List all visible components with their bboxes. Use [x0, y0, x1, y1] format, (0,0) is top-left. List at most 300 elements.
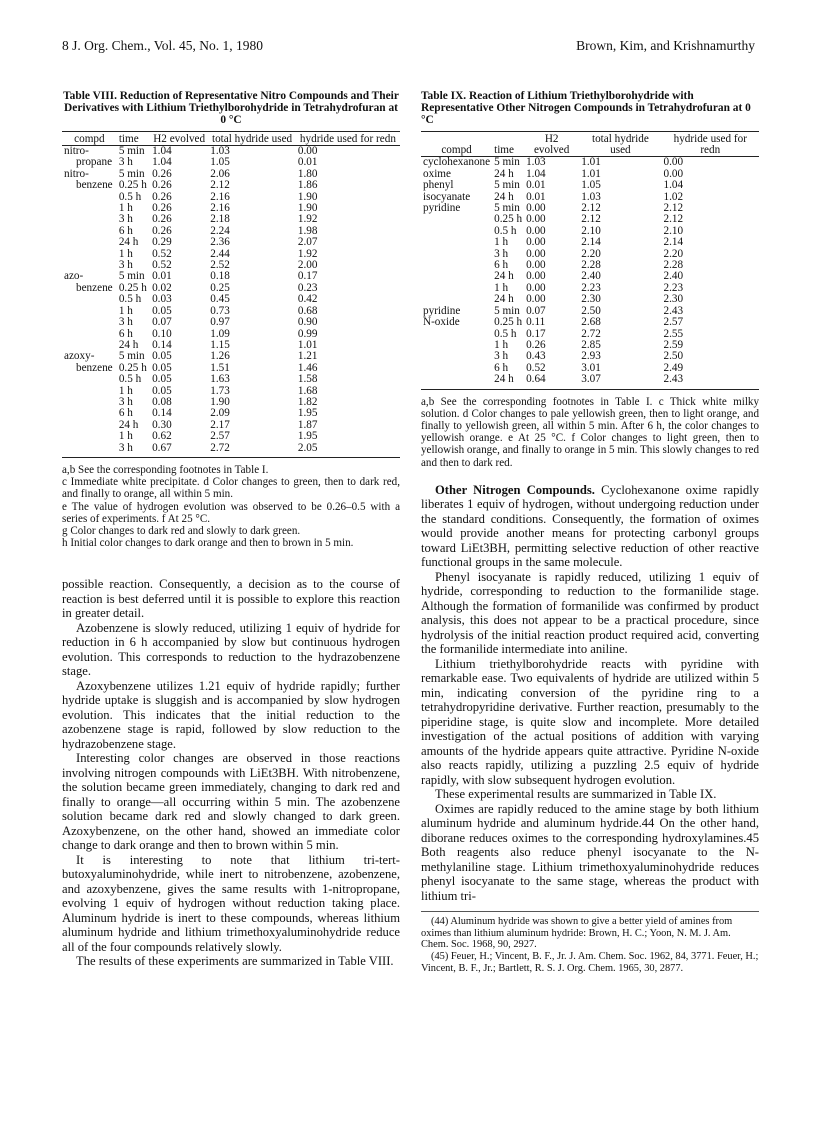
value-cell: 6 h	[118, 224, 133, 237]
value-cell: 1 h	[494, 281, 509, 294]
compound-cell: propane	[76, 156, 113, 169]
value-cell: 2.49	[663, 361, 684, 374]
value-cell: 0.00	[297, 145, 318, 158]
compound-cell	[62, 386, 117, 397]
table-row	[62, 408, 400, 419]
value-cell: 3 h	[118, 259, 133, 272]
value-cell: 0.42	[297, 293, 318, 306]
value-cell: 0.05	[152, 373, 172, 386]
col-header: compd	[421, 131, 492, 157]
compound-cell	[421, 271, 492, 282]
value-cell: 1 h	[494, 338, 509, 351]
compound-cell: cyclohexanone	[423, 156, 491, 169]
value-cell: 2.14	[663, 236, 684, 249]
col-header: compd	[62, 131, 117, 145]
value-cell: 0.05	[152, 384, 172, 397]
right-column	[421, 90, 759, 974]
value-cell: 1.80	[297, 167, 318, 180]
value-cell: 5 min	[494, 202, 520, 215]
value-cell: 2.36	[210, 236, 230, 249]
value-cell: 0.01	[297, 156, 318, 169]
left-body-text	[62, 577, 400, 969]
running-header	[62, 38, 755, 58]
value-cell: 1.46	[297, 361, 318, 374]
value-cell: 2.12	[581, 202, 601, 215]
value-cell: 2.57	[663, 316, 684, 329]
value-cell: 0.05	[152, 350, 172, 363]
table9-footnotes: a,b See the corresponding footnotes in Table I. c Thick white milky solution. d Color changes to pale yellowish green, then to light orange, and finally to yellowish green, all within 5 min. After 6 h, the color changes to yellowish orange. e At 25 °C. f Color changes to light green, then to yellowish orange, and finally to orange in 5 min. This slowly changes to red and then to dark red.	[421, 395, 759, 469]
value-cell: 2.12	[581, 213, 601, 226]
compound-cell: azo-	[64, 270, 84, 283]
paragraph-text: Cyclohexanone oxime rapidly liberates 1 equiv of hydrogen, without undergoing reduction under the standard conditions. Consequently, the formation of oximes would provide another means for protecting carbonyl groups toward LiEt3BH, permitting selective reduction of other reactive functional groups in the same molecule.	[421, 482, 759, 570]
value-cell: 0.08	[152, 395, 172, 408]
compound-cell	[421, 351, 492, 362]
value-cell: 2.52	[210, 259, 230, 272]
table-row	[62, 294, 400, 305]
table9-caption: Table IX. Reaction of Lithium Triethylborohydride with Representative Other Nitrogen Compounds in Tetrahydrofuran at 0 °C	[421, 90, 751, 127]
value-cell: 1.03	[210, 145, 230, 158]
compound-cell	[421, 340, 492, 351]
value-cell: 3 h	[494, 247, 509, 260]
value-cell: 0.29	[152, 236, 172, 249]
value-cell: 0.99	[297, 327, 318, 340]
table-row	[62, 329, 400, 340]
references	[421, 911, 759, 974]
value-cell: 1.02	[663, 190, 684, 203]
paragraph: It is interesting to note that lithium tri-tert-butoxyaluminohydride, while inert to nitrobenzene, azobenzene, and azoxybenzene, gives the same results with 1-nitropropane, evolving 1 equiv of hydrogen without reduction taking place. Aluminum hydride is inert to these compounds, whereas lithium aluminum hydride and lithium trimethoxyaluminohydride reduce all of the four compounds relatively slowly.	[62, 852, 400, 954]
table-row	[421, 180, 759, 191]
value-cell: 2.00	[297, 259, 318, 272]
compound-cell: phenyl	[423, 179, 454, 192]
value-cell: 2.24	[210, 224, 230, 237]
table-row	[62, 317, 400, 328]
value-cell: 0.14	[152, 407, 172, 420]
compound-cell: pyridine	[423, 202, 461, 215]
compound-cell: nitro-	[64, 145, 89, 158]
value-cell: 2.30	[663, 293, 684, 306]
value-cell: 1.05	[210, 156, 230, 169]
value-cell: 0.26	[152, 167, 172, 180]
value-cell: 0.25 h	[118, 361, 147, 374]
value-cell: 1.95	[297, 430, 318, 443]
value-cell: 1.04	[152, 156, 172, 169]
value-cell: 2.12	[210, 179, 230, 192]
value-cell: 1 h	[118, 430, 133, 443]
value-cell: 0.64	[526, 373, 546, 386]
compound-cell: isocyanate	[423, 190, 471, 203]
value-cell: 1.82	[297, 395, 318, 408]
compound-cell	[62, 408, 117, 419]
paragraph: Azoxybenzene utilizes 1.21 equiv of hydride rapidly; further hydride uptake is sluggish and is accompanied by slow hydrogen evolution. This indicates that the initial reduction to the azobenzene stage is rapid, followed by slow reduction to the hydrazobenzene stage.	[62, 678, 400, 751]
section-heading: Other Nitrogen Compounds.	[435, 482, 595, 497]
value-cell: 2.20	[663, 247, 684, 260]
table-row	[421, 237, 759, 248]
value-cell: 1.68	[297, 384, 318, 397]
journal-reference: 8 J. Org. Chem., Vol. 45, No. 1, 1980	[62, 38, 264, 53]
value-cell: 0.43	[526, 350, 546, 363]
table-row	[62, 374, 400, 385]
value-cell: 5 min	[118, 145, 145, 158]
right-body-text	[421, 483, 759, 904]
value-cell: 0.26	[152, 224, 172, 237]
value-cell: 0.23	[297, 281, 318, 294]
compound-cell	[421, 226, 492, 237]
value-cell: 0.05	[152, 304, 172, 317]
col-header: total hydride used	[208, 131, 296, 145]
value-cell: 3 h	[118, 156, 133, 169]
table8-footnote: c Immediate white precipitate. d Color changes to green, then to dark red, and finally to orange, all within 5 min.	[62, 476, 400, 501]
compound-cell	[421, 249, 492, 260]
compound-cell: azoxy-	[64, 350, 95, 363]
value-cell: 3.01	[581, 361, 601, 374]
value-cell: 2.07	[297, 236, 318, 249]
value-cell: 1.26	[210, 350, 230, 363]
compound-cell	[421, 294, 492, 305]
value-cell: 1.01	[581, 156, 601, 169]
value-cell: 2.59	[663, 338, 684, 351]
value-cell: 0.52	[152, 247, 172, 260]
value-cell: 1.87	[297, 418, 318, 431]
value-cell: 0.62	[152, 430, 172, 443]
value-cell: 1 h	[118, 202, 133, 215]
table8-footnotes	[62, 464, 400, 549]
value-cell: 3 h	[118, 441, 133, 454]
value-cell: 3.07	[581, 373, 601, 386]
value-cell: 0.26	[152, 190, 172, 203]
table9-body	[421, 157, 759, 389]
value-cell: 5 min	[494, 179, 520, 192]
value-cell: 5 min	[494, 304, 520, 317]
table-row	[62, 226, 400, 237]
value-cell: 24 h	[494, 190, 514, 203]
value-cell: 2.12	[663, 202, 684, 215]
value-cell: 24 h	[494, 293, 514, 306]
value-cell: 2.57	[210, 430, 230, 443]
table-row	[62, 386, 400, 397]
value-cell: 0.00	[526, 293, 546, 306]
value-cell: 1.90	[297, 190, 318, 203]
value-cell: 2.72	[581, 327, 601, 340]
compound-cell	[62, 294, 117, 305]
value-cell: 0.00	[663, 156, 684, 169]
value-cell: 2.28	[663, 259, 684, 272]
table9	[421, 131, 759, 390]
table8	[62, 131, 400, 458]
table-row	[421, 374, 759, 389]
value-cell: 3 h	[118, 213, 133, 226]
table8-caption: Table VIII. Reduction of Representative Nitro Compounds and Their Derivatives with Lithium Triethylborohydride in Tetrahydrofuran at 0 °C	[63, 90, 399, 127]
table-row	[62, 283, 400, 294]
value-cell: 2.10	[663, 224, 684, 237]
table-row	[62, 192, 400, 203]
value-cell: 0.00	[526, 281, 546, 294]
compound-cell: oxime	[423, 167, 451, 180]
table8-footnote: e The value of hydrogen evolution was observed to be 0.26–0.5 with a series of experiments. f At 25 °C.	[62, 500, 400, 525]
value-cell: 0.5 h	[494, 224, 517, 237]
value-cell: 2.44	[210, 247, 230, 260]
compound-cell: benzene	[76, 281, 113, 294]
value-cell: 1.86	[297, 179, 318, 192]
col-header: time	[117, 131, 150, 145]
value-cell: 5 min	[118, 270, 145, 283]
value-cell: 1 h	[494, 236, 509, 249]
value-cell: 1.03	[526, 156, 546, 169]
value-cell: 0.01	[526, 190, 546, 203]
value-cell: 1.92	[297, 213, 318, 226]
value-cell: 1.01	[297, 338, 318, 351]
value-cell: 2.17	[210, 418, 230, 431]
table-row	[62, 260, 400, 271]
value-cell: 0.25 h	[118, 179, 147, 192]
value-cell: 1.04	[663, 179, 684, 192]
paragraph: The results of these experiments are summarized in Table VIII.	[76, 954, 394, 969]
value-cell: 0.5 h	[118, 190, 142, 203]
value-cell: 0.25 h	[118, 281, 147, 294]
value-cell: 2.40	[663, 270, 684, 283]
value-cell: 6 h	[494, 259, 509, 272]
value-cell: 5 min	[118, 350, 145, 363]
paragraph: These experimental results are summarized in Table IX.	[435, 787, 717, 802]
value-cell: 2.16	[210, 202, 230, 215]
value-cell: 1.90	[297, 202, 318, 215]
paragraph: Phenyl isocyanate is rapidly reduced, utilizing 1 equiv of hydride, corresponding to reduction to the formanilide stage. Although the formation of formanilide was confirmed by product analysis, this does not appear to be a practical procedure, since hydrolysis of the initial reaction product required acid, converting the formanilide intermediate into aniline.	[421, 569, 759, 657]
value-cell: 2.09	[210, 407, 230, 420]
compound-cell	[62, 329, 117, 340]
compound-cell	[62, 237, 117, 248]
value-cell: 1.03	[581, 190, 601, 203]
value-cell: 1.04	[152, 145, 172, 158]
value-cell: 0.01	[152, 270, 172, 283]
value-cell: 0.5 h	[494, 327, 517, 340]
table8-footnote: a,b See the corresponding footnotes in Table I.	[62, 463, 269, 476]
value-cell: 1 h	[118, 247, 133, 260]
value-cell: 0.26	[526, 338, 546, 351]
table-row	[421, 294, 759, 305]
value-cell: 24 h	[494, 373, 514, 386]
value-cell: 0.00	[663, 167, 684, 180]
value-cell: 1.04	[526, 167, 546, 180]
value-cell: 0.00	[526, 213, 546, 226]
value-cell: 0.90	[297, 316, 318, 329]
value-cell: 0.68	[297, 304, 318, 317]
value-cell: 0.52	[152, 259, 172, 272]
value-cell: 2.55	[663, 327, 684, 340]
compound-cell: N-oxide	[423, 316, 460, 329]
value-cell: 2.72	[210, 441, 230, 454]
value-cell: 0.00	[526, 247, 546, 260]
value-cell: 2.50	[581, 304, 601, 317]
value-cell: 1.95	[297, 407, 318, 420]
table-row	[62, 363, 400, 374]
value-cell: 1.09	[210, 327, 230, 340]
value-cell: 1 h	[118, 384, 133, 397]
table-row	[62, 420, 400, 431]
value-cell: 2.40	[581, 270, 601, 283]
value-cell: 1.51	[210, 361, 230, 374]
compound-cell	[421, 214, 492, 225]
value-cell: 0.14	[152, 338, 172, 351]
table8-body	[62, 146, 400, 458]
value-cell: 2.85	[581, 338, 601, 351]
value-cell: 1.15	[210, 338, 230, 351]
compound-cell	[421, 329, 492, 340]
value-cell: 24 h	[118, 418, 139, 431]
value-cell: 3 h	[494, 350, 509, 363]
table-row	[62, 431, 400, 442]
value-cell: 0.00	[526, 270, 546, 283]
value-cell: 2.16	[210, 190, 230, 203]
col-header: total hydride used	[579, 131, 661, 157]
col-header: time	[492, 131, 524, 157]
compound-cell	[62, 226, 117, 237]
value-cell: 2.30	[581, 293, 601, 306]
table-row	[62, 397, 400, 408]
compound-cell: benzene	[76, 179, 113, 192]
value-cell: 1.73	[210, 384, 230, 397]
compound-cell: nitro-	[64, 167, 89, 180]
value-cell: 0.26	[152, 179, 172, 192]
col-header: hydride used for redn	[662, 131, 759, 157]
paragraph: Azobenzene is slowly reduced, utilizing 1 equiv of hydride for reduction in 6 h accompanied by slow but continuous hydrogen evolution. This corresponds to reduction to the hydrazobenzene stage.	[62, 620, 400, 679]
compound-cell: pyridine	[423, 304, 461, 317]
table-row	[62, 237, 400, 248]
compound-cell	[62, 420, 117, 431]
value-cell: 2.68	[581, 316, 601, 329]
value-cell: 0.67	[152, 441, 172, 454]
value-cell: 3 h	[118, 395, 133, 408]
compound-cell	[62, 443, 117, 458]
table-row	[62, 157, 400, 168]
value-cell: 5 min	[118, 167, 145, 180]
value-cell: 0.03	[152, 293, 172, 306]
value-cell: 0.26	[152, 202, 172, 215]
value-cell: 5 min	[494, 156, 520, 169]
value-cell: 0.07	[152, 316, 172, 329]
value-cell: 0.11	[526, 316, 546, 329]
compound-cell	[62, 431, 117, 442]
value-cell: 1.90	[210, 395, 230, 408]
table-row	[62, 214, 400, 225]
compound-cell	[421, 237, 492, 248]
compound-cell	[62, 192, 117, 203]
paragraph: possible reaction. Consequently, a decision as to the course of reaction is best deferred until it is possible to explore this reaction in greater detail.	[62, 577, 400, 621]
value-cell: 0.17	[297, 270, 318, 283]
table-row	[62, 340, 400, 351]
compound-cell	[62, 374, 117, 385]
value-cell: 2.23	[663, 281, 684, 294]
value-cell: 24 h	[118, 236, 139, 249]
table8-footnote: g Color changes to dark red and slowly to dark green.	[62, 525, 301, 537]
value-cell: 2.05	[297, 441, 318, 454]
table-row	[62, 443, 400, 458]
value-cell: 2.06	[210, 167, 230, 180]
value-cell: 1.01	[581, 167, 601, 180]
value-cell: 0.5 h	[118, 293, 142, 306]
value-cell: 2.23	[581, 281, 601, 294]
value-cell: 0.10	[152, 327, 172, 340]
paragraph: Lithium triethylborohydride reacts with pyridine with remarkable ease. Two equivalents of hydride are utilized within 5 min, indicating conversion of the pyridine ring to a tetrahydropyridine derivative. Further reaction, presumably to the piperidine stage, is quite slow and incomplete. More detailed investigation of the actual positions of addition with varying amounts of the hydride appears quite attractive. Pyridine N-oxide also reacts rapidly, utilizing a puzzling 2.5 equiv of hydride rapidly, with slow subsequent hydrogen evolution.	[421, 656, 759, 787]
table-row	[62, 146, 400, 158]
value-cell: 2.50	[663, 350, 684, 363]
value-cell: 1.98	[297, 224, 318, 237]
value-cell: 0.17	[526, 327, 546, 340]
value-cell: 0.25 h	[494, 316, 523, 329]
value-cell: 0.30	[152, 418, 172, 431]
value-cell: 6 h	[118, 327, 133, 340]
table-row	[62, 306, 400, 317]
author-line: Brown, Kim, and Krishnamurthy	[576, 38, 755, 53]
table-row	[62, 203, 400, 214]
compound-cell	[421, 260, 492, 271]
table-row	[421, 317, 759, 328]
value-cell: 0.97	[210, 316, 230, 329]
value-cell: 24 h	[118, 338, 139, 351]
value-cell: 1.05	[581, 179, 601, 192]
value-cell: 0.00	[526, 224, 546, 237]
value-cell: 0.07	[526, 304, 546, 317]
value-cell: 24 h	[494, 270, 514, 283]
value-cell: 0.18	[210, 270, 230, 283]
value-cell: 0.00	[526, 259, 546, 272]
compound-cell	[62, 214, 117, 225]
value-cell: 6 h	[494, 361, 509, 374]
table-row	[62, 249, 400, 260]
table-row	[62, 180, 400, 191]
compound-cell	[421, 283, 492, 294]
value-cell: 2.10	[581, 224, 601, 237]
value-cell: 0.02	[152, 281, 172, 294]
value-cell: 0.05	[152, 361, 172, 374]
value-cell: 0.52	[526, 361, 546, 374]
compound-cell	[421, 363, 492, 374]
value-cell: 2.43	[663, 304, 684, 317]
value-cell: 0.5 h	[118, 373, 142, 386]
value-cell: 2.43	[663, 373, 684, 386]
value-cell: 2.18	[210, 213, 230, 226]
value-cell: 6 h	[118, 407, 133, 420]
value-cell: 2.28	[581, 259, 601, 272]
compound-cell	[62, 397, 117, 408]
value-cell: 0.45	[210, 293, 230, 306]
compound-cell	[62, 249, 117, 260]
value-cell: 1.63	[210, 373, 230, 386]
value-cell: 24 h	[494, 167, 514, 180]
value-cell: 0.01	[526, 179, 546, 192]
table8-footnote: h Initial color changes to dark orange and then to brown in 5 min.	[62, 537, 354, 550]
value-cell: 0.00	[526, 202, 546, 215]
value-cell: 3 h	[118, 316, 133, 329]
compound-cell: benzene	[76, 361, 113, 374]
value-cell: 1 h	[118, 304, 133, 317]
value-cell: 0.25	[210, 281, 230, 294]
paragraph: Interesting color changes are observed in those reactions involving nitrogen compounds with LiEt3BH. With nitrobenzene, the solution became green immediately, changing to dark red and finally to orange—all occurring within 5 min. The azobenzene solution became dark red and slowly changed to dark green. Azoxybenzene, on the other hand, showed an immediate color change to dark orange and then to brown within 5 min.	[62, 751, 400, 853]
value-cell: 1.21	[297, 350, 318, 363]
compound-cell	[62, 317, 117, 328]
col-header: hydride used for redn	[296, 131, 400, 145]
value-cell: 2.20	[581, 247, 601, 260]
value-cell: 0.73	[210, 304, 230, 317]
reference: (45) Feuer, H.; Vincent, B. F., Jr. J. Am. Chem. Soc. 1962, 84, 3771. Feuer, H.; Vincent, B. F., Jr.; Bartlett, R. S. J. Org. Chem. 1965, 30, 2877.	[421, 951, 759, 974]
reference: (44) Aluminum hydride was shown to give a better yield of amines from oximes than lithium aluminum hydride: Brown, H. C.; Yoon, N. M. J. Am. Chem. Soc. 1968, 90, 2927.	[421, 916, 733, 951]
value-cell: 0.00	[526, 236, 546, 249]
value-cell: 2.12	[663, 213, 684, 226]
compound-cell	[62, 306, 117, 317]
col-header: H2 evolved	[150, 131, 208, 145]
paragraph: Oximes are rapidly reduced to the amine stage by both lithium aluminum hydride and aluminum hydride.44 On the other hand, diborane reduces oximes to the corresponding hydroxylamines.45 Both reagents also reduce phenyl isocyanate to the N-methylaniline stage. Lithium trimethoxyaluminohydride reduces phenyl isocyanate to the same stage, whereas the product with lithium tri-	[421, 801, 759, 903]
value-cell: 1.58	[297, 373, 318, 386]
value-cell: 2.14	[581, 236, 601, 249]
value-cell: 0.26	[152, 213, 172, 226]
